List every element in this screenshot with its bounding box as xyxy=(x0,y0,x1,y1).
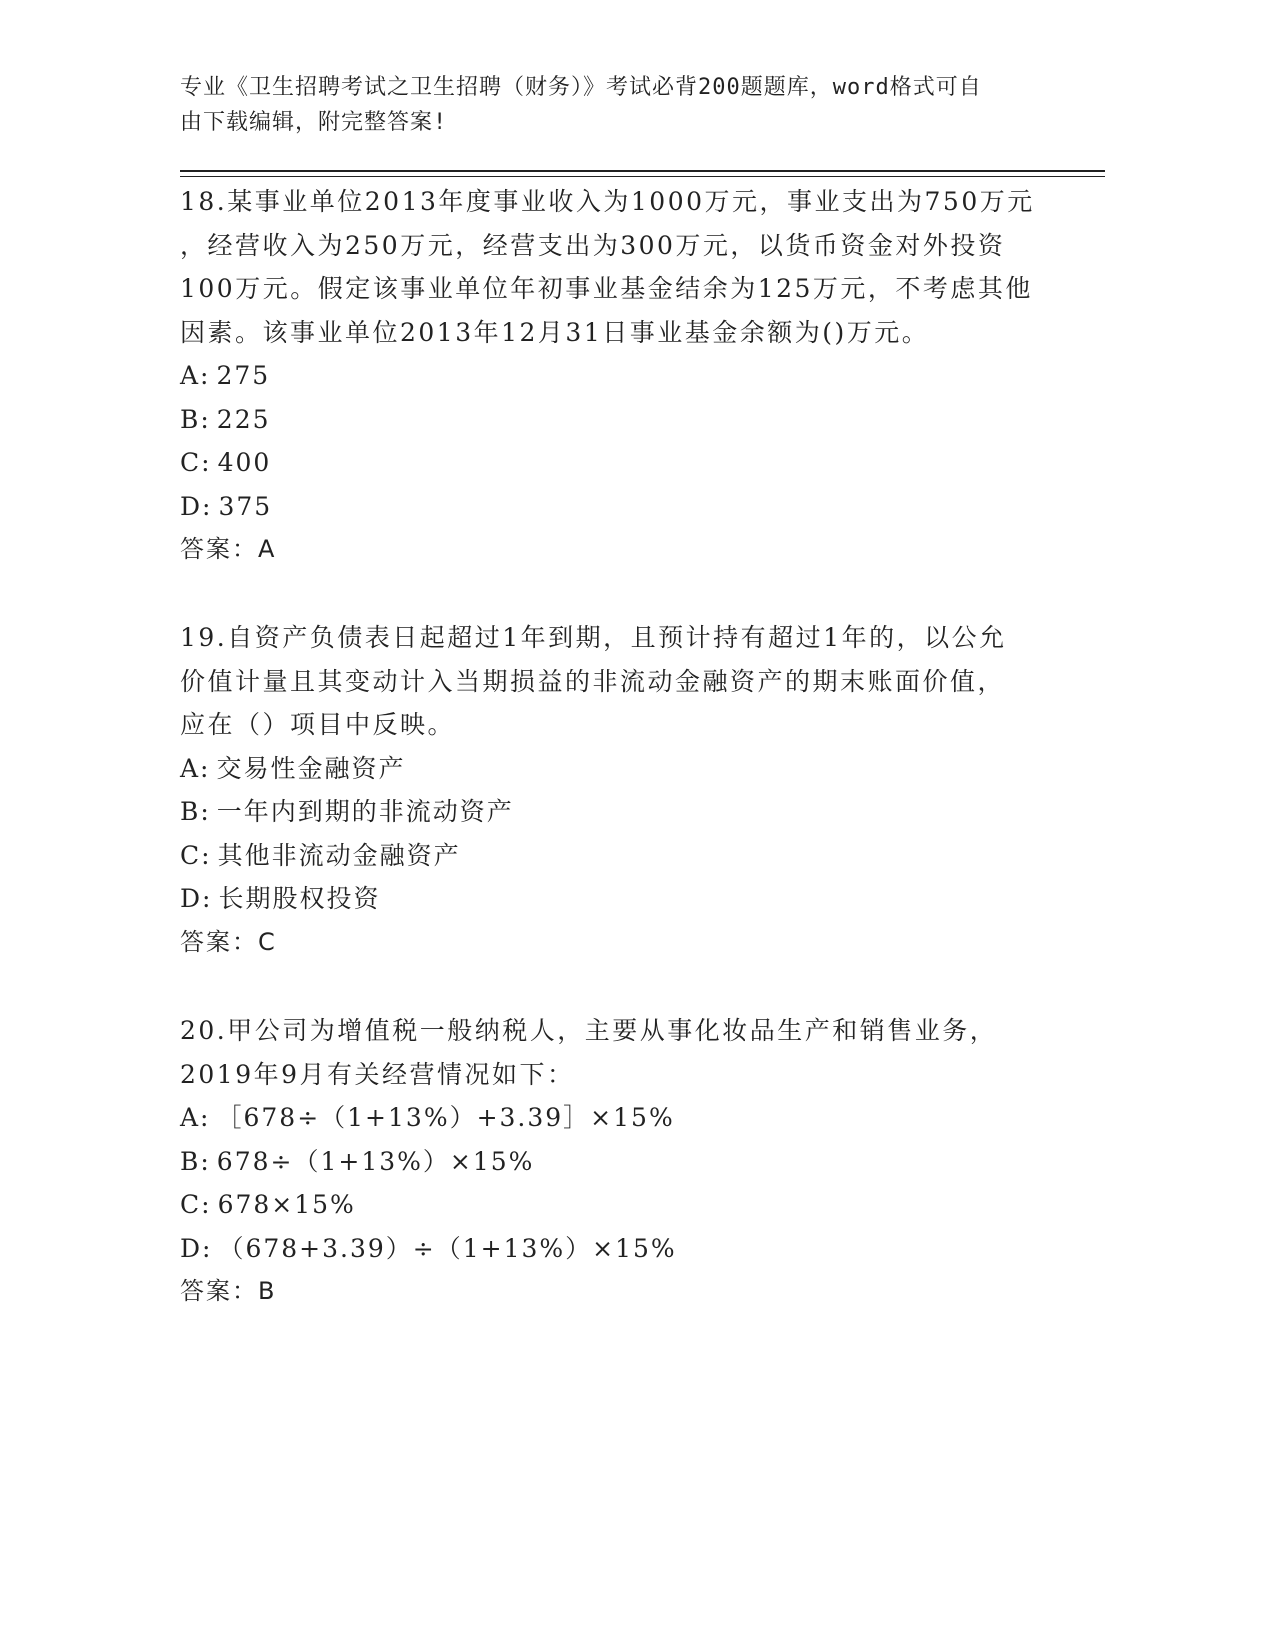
option-text: 交易性金融资产 xyxy=(216,753,406,783)
question-stem xyxy=(180,616,1050,747)
option-text: 678÷（1+13%）×15% xyxy=(216,1146,535,1176)
option-letter: A: xyxy=(180,361,211,390)
header-line-2: 由下载编辑，附完整答案! xyxy=(180,110,448,135)
stem-line: 100万元。假定该事业单位年初事业基金结余为125万元，不考虑其他 xyxy=(180,274,1033,303)
question-18 xyxy=(180,180,1050,572)
option-text: 678×15% xyxy=(217,1190,356,1219)
option-text: 225 xyxy=(216,404,271,434)
option-letter: B: xyxy=(180,404,211,434)
option-letter: C: xyxy=(180,448,212,477)
option-text: 一年内到期的非流动资产 xyxy=(216,797,514,826)
option-c xyxy=(180,441,1050,485)
option-text: （678+3.39）÷（1+13%）×15% xyxy=(218,1233,677,1263)
option-text: 375 xyxy=(218,491,273,521)
option-letter: A: xyxy=(180,753,211,783)
stem-line: 应在（）项目中反映。 xyxy=(180,710,456,739)
question-20 xyxy=(180,1009,1050,1314)
option-letter: B: xyxy=(180,1146,211,1176)
stem-line: 因素。该事业单位2013年12月31日事业基金余额为()万元。 xyxy=(180,317,930,347)
option-c xyxy=(180,1183,1050,1227)
option-text: 400 xyxy=(217,448,272,477)
option-text: 长期股权投资 xyxy=(218,884,381,913)
stem-line: 价值计量且其变动计入当期损益的非流动金融资产的期末账面价值， xyxy=(180,666,1006,696)
option-letter: D: xyxy=(180,884,213,913)
option-letter: B: xyxy=(180,797,211,826)
option-d xyxy=(180,877,1050,921)
option-letter: A: xyxy=(180,1103,211,1132)
answer-line: 答案：B xyxy=(180,1277,277,1305)
option-letter: D: xyxy=(180,1233,213,1263)
stem-line: 2019年9月有关经营情况如下： xyxy=(180,1059,575,1089)
question-stem xyxy=(180,180,1050,354)
header-divider-thick xyxy=(180,170,1105,172)
header-line-1: 专业《卫生招聘考试之卫生招聘（财务）》考试必背200题题库，word格式可自 xyxy=(180,75,982,100)
option-a xyxy=(180,354,1050,398)
option-text: ［678÷（1+13%）+3.39］×15% xyxy=(216,1103,675,1132)
stem-line: ，经营收入为250万元，经营支出为300万元，以货币资金对外投资 xyxy=(180,230,1006,260)
answer-line: 答案：C xyxy=(180,927,277,956)
header-divider-thin xyxy=(180,176,1105,177)
option-text: 其他非流动金融资产 xyxy=(217,840,461,870)
option-d xyxy=(180,1227,1050,1271)
option-letter: D: xyxy=(180,491,213,521)
answer-line: 答案：A xyxy=(180,535,277,563)
option-b xyxy=(180,790,1050,834)
option-d xyxy=(180,485,1050,529)
option-a xyxy=(180,1096,1050,1140)
option-letter: C: xyxy=(180,1190,212,1219)
option-a xyxy=(180,747,1050,791)
option-text: 275 xyxy=(216,361,271,390)
question-stem xyxy=(180,1009,1050,1096)
question-19 xyxy=(180,616,1050,964)
stem-line: 18.某事业单位2013年度事业收入为1000万元，事业支出为750万元 xyxy=(180,187,1035,216)
document-header xyxy=(180,70,1060,140)
option-b xyxy=(180,1140,1050,1184)
stem-line: 20.甲公司为增值税一般纳税人，主要从事化妆品生产和销售业务， xyxy=(180,1016,998,1045)
option-letter: C: xyxy=(180,840,212,870)
option-b xyxy=(180,398,1050,442)
stem-line: 19.自资产负债表日起超过1年到期，且预计持有超过1年的，以公允 xyxy=(180,623,1007,652)
option-c xyxy=(180,834,1050,878)
